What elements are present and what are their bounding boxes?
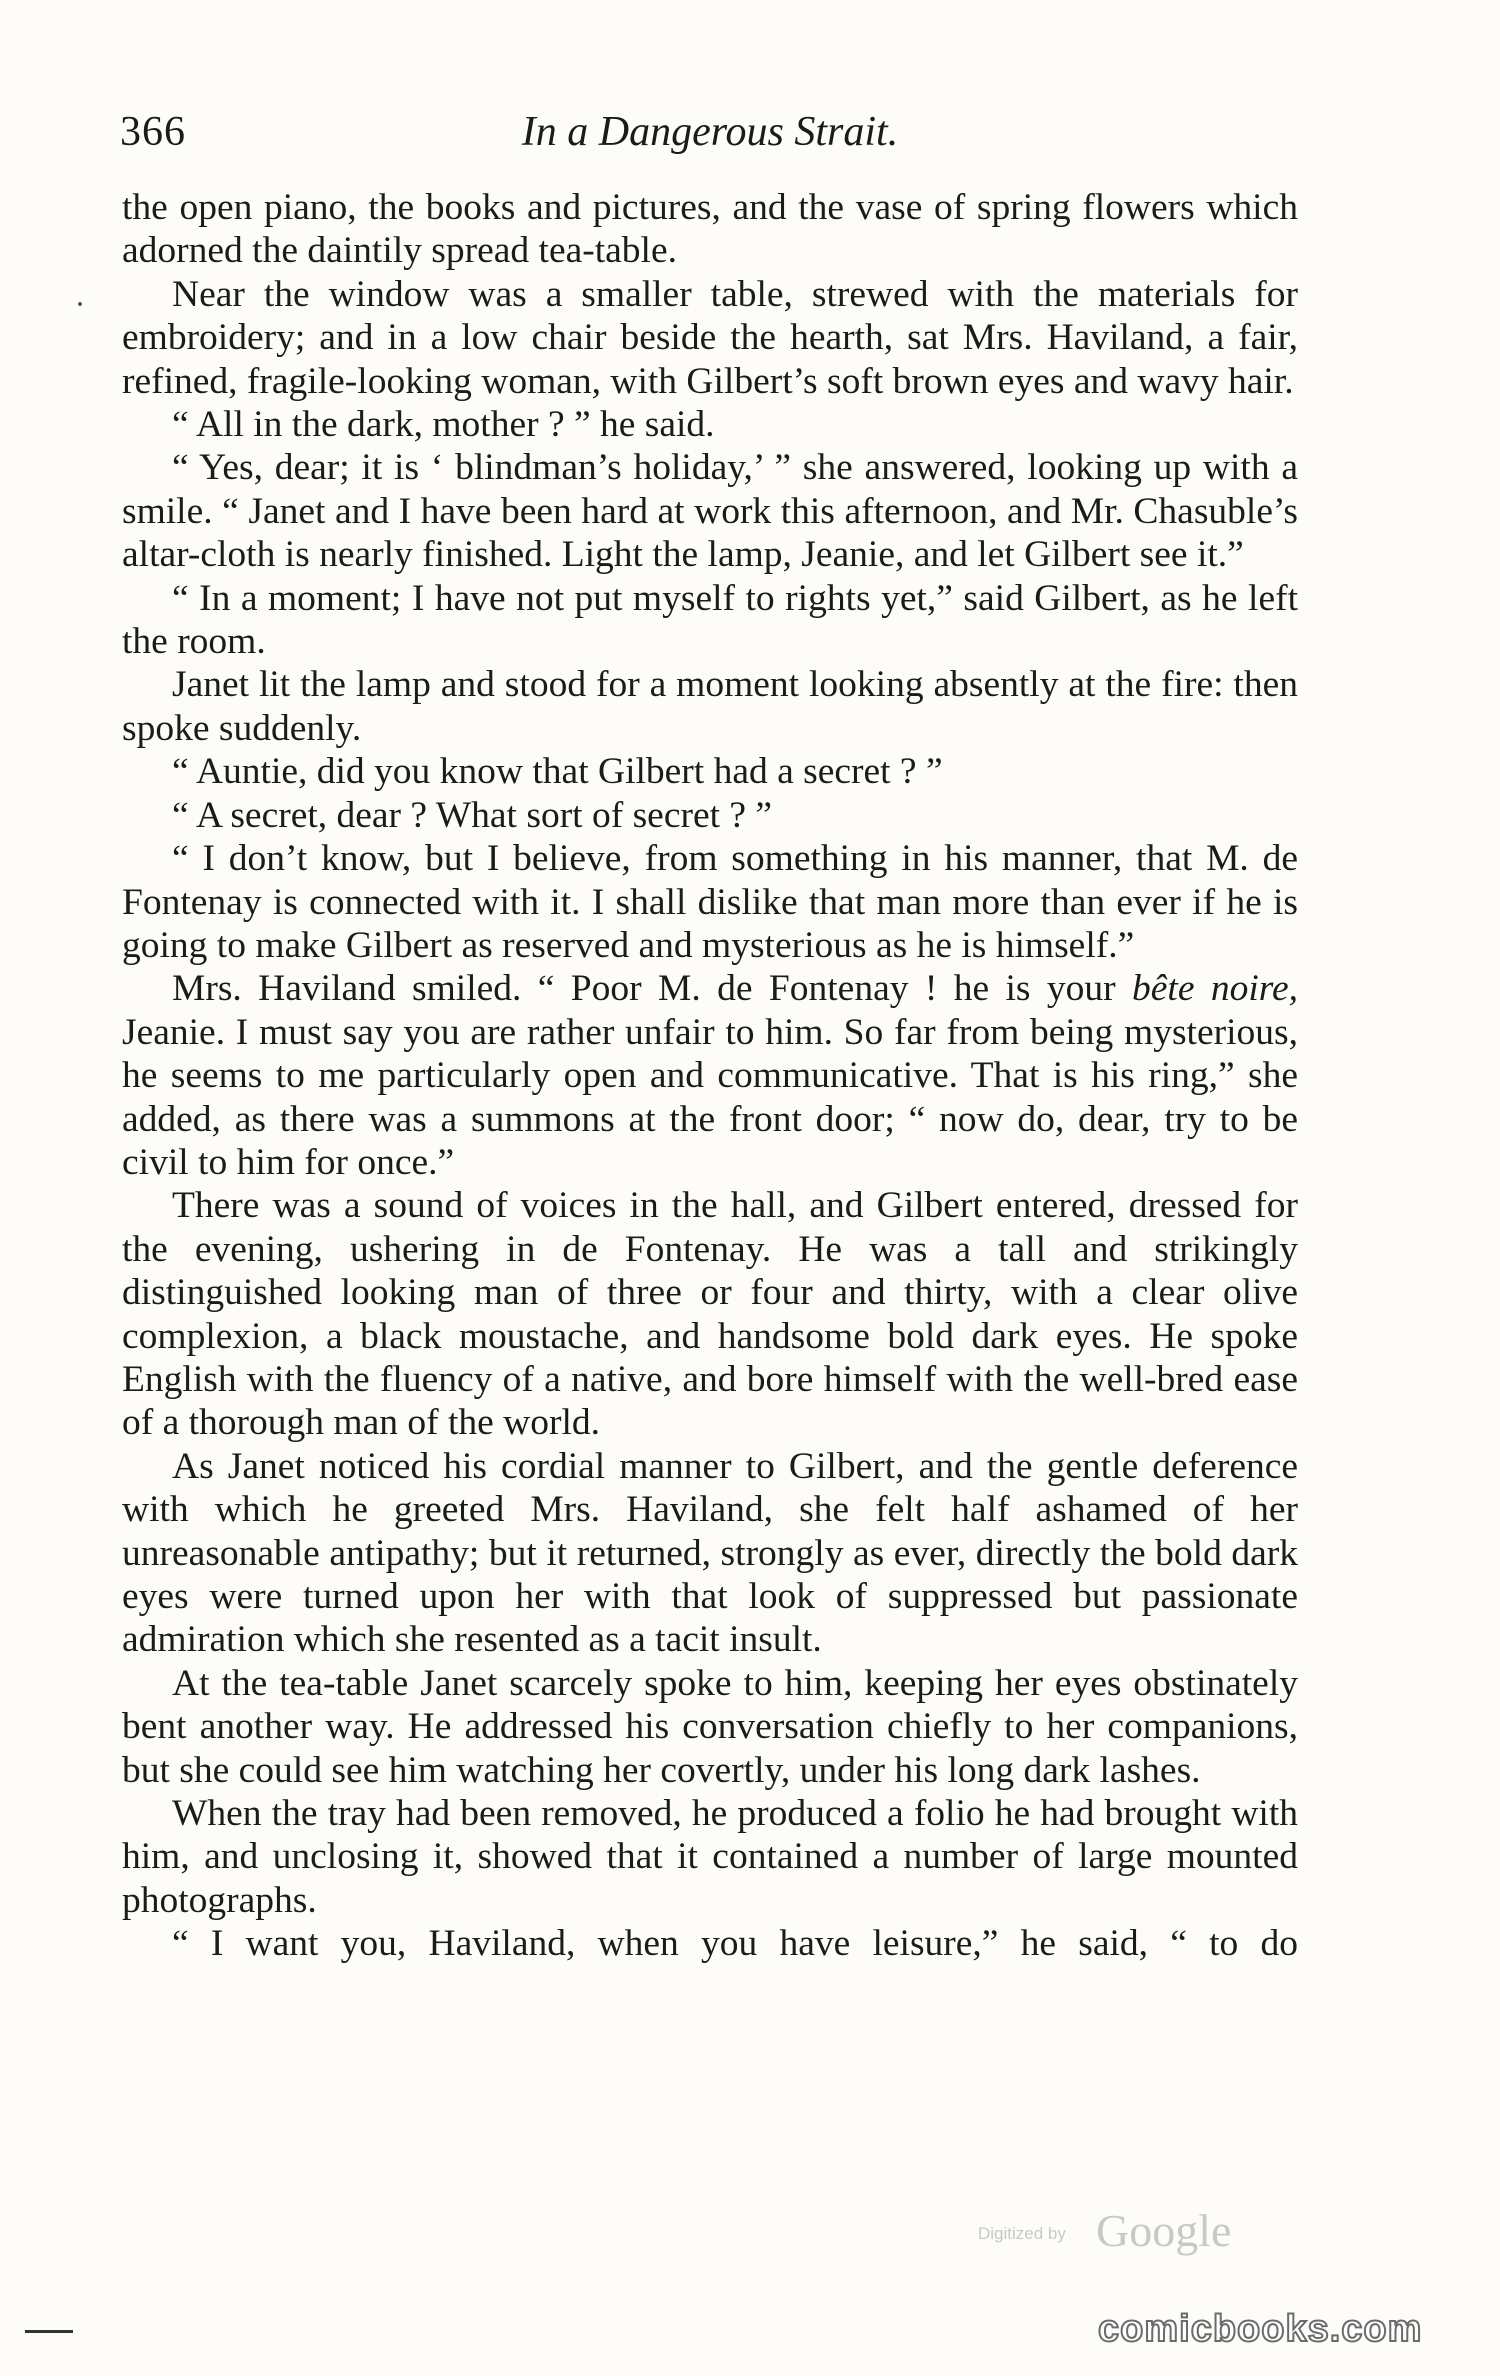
body-text bbox=[122, 186, 1298, 1966]
paragraph-6: Janet lit the lamp and stood for a moment looking absently at the fire: then spoke suddenly. bbox=[122, 664, 1298, 749]
paragraph-10-end: Jeanie. I must say you are rather unfair to him. So far from being mysterious, he seems to me particularly open and communicative. That is his ring,” she added, as there was a summons at the front door; “ now do, dear, try to be civil to him for once.” bbox=[122, 1011, 1298, 1183]
paragraph-14: When the tray had been removed, he produced a folio he had brought with him, and unclosing it, showed that it contained a number of large mounted photographs. bbox=[122, 1793, 1298, 1921]
paragraph-2: Near the window was a smaller table, strewed with the materials for embroidery; and in a low chair beside the hearth, sat Mrs. Haviland, a fair, refined, fragile-looking woman, with Gilbert’s soft brown eyes and wavy hair. bbox=[122, 273, 1298, 402]
digitized-by-text: Digitized by bbox=[978, 2224, 1066, 2243]
paragraph-7: “ Auntie, did you know that Gilbert had a secret ? ” bbox=[172, 751, 943, 793]
italic-phrase: bête noire, bbox=[1132, 968, 1298, 1010]
site-watermark: comicbooks.com bbox=[1098, 2308, 1423, 2350]
paragraph-13: At the tea-table Janet scarcely spoke to him, keeping her eyes obstinately bent another way. He addressed his conversation chiefly to her companions, but she could see him watching her covertly, under his long dark lashes. bbox=[122, 1662, 1298, 1791]
paragraph-8: “ A secret, dear ? What sort of secret ? ” bbox=[172, 794, 773, 836]
page-header bbox=[120, 108, 1300, 168]
paragraph-5: “ In a moment; I have not put myself to rights yet,” said Gilbert, as he left the room. bbox=[122, 577, 1298, 663]
paragraph-12: As Janet noticed his cordial manner to Gilbert, and the gentle deference with which he greeted Mrs. Haviland, she felt half ashamed of her unreasonable antipathy; but it returned, strongly as ever, directly the bold dark eyes were turned upon her with that look of suppressed but passionate admiration which she resented as a tacit insult. bbox=[122, 1445, 1298, 1661]
page-number: 366 bbox=[120, 109, 186, 155]
margin-speck bbox=[78, 302, 82, 306]
running-title: In a Dangerous Strait. bbox=[521, 109, 899, 155]
google-digitized-mark bbox=[978, 2204, 1278, 2254]
google-logo-text: Google bbox=[1096, 2205, 1232, 2256]
paragraph-4: “ Yes, dear; it is ‘ blindman’s holiday,’ ” she answered, looking up with a smile. “ Janet and I have been hard at work this afternoon, and Mr. Chasuble’s altar-cloth is nearly finished. Light the lamp, Jeanie, and let Gilbert see it.” bbox=[122, 447, 1298, 576]
margin-rule bbox=[25, 2330, 73, 2333]
paragraph-11: There was a sound of voices in the hall, and Gilbert entered, dressed for the evening, ushering in de Fontenay. He was a tall and strikingly distinguished looking man of three or four and thirty, with a clear olive complexion, a black moustache, and handsome bold dark eyes. He spoke English with the fluency of a native, and bore himself with the well-bred ease of a thorough man of the world. bbox=[122, 1185, 1298, 1444]
paragraph-15: “ I want you, Haviland, when you have leisure,” he said, “ to do bbox=[172, 1923, 1298, 1965]
paragraph-10 bbox=[122, 967, 1298, 1184]
paragraph-10-start: Mrs. Haviland smiled. “ Poor M. de Fontenay ! he is your bbox=[172, 968, 1133, 1010]
paragraph-1: the open piano, the books and pictures, and the vase of spring flowers which adorned the daintily spread tea-table. bbox=[122, 187, 1298, 272]
paragraph-3: “ All in the dark, mother ? ” he said. bbox=[172, 404, 715, 446]
paragraph-9: “ I don’t know, but I believe, from something in his manner, that M. de Fontenay is connected with it. I shall dislike that man more than ever if he is going to make Gilbert as reserved and mysterious as he is himself.” bbox=[122, 838, 1298, 966]
